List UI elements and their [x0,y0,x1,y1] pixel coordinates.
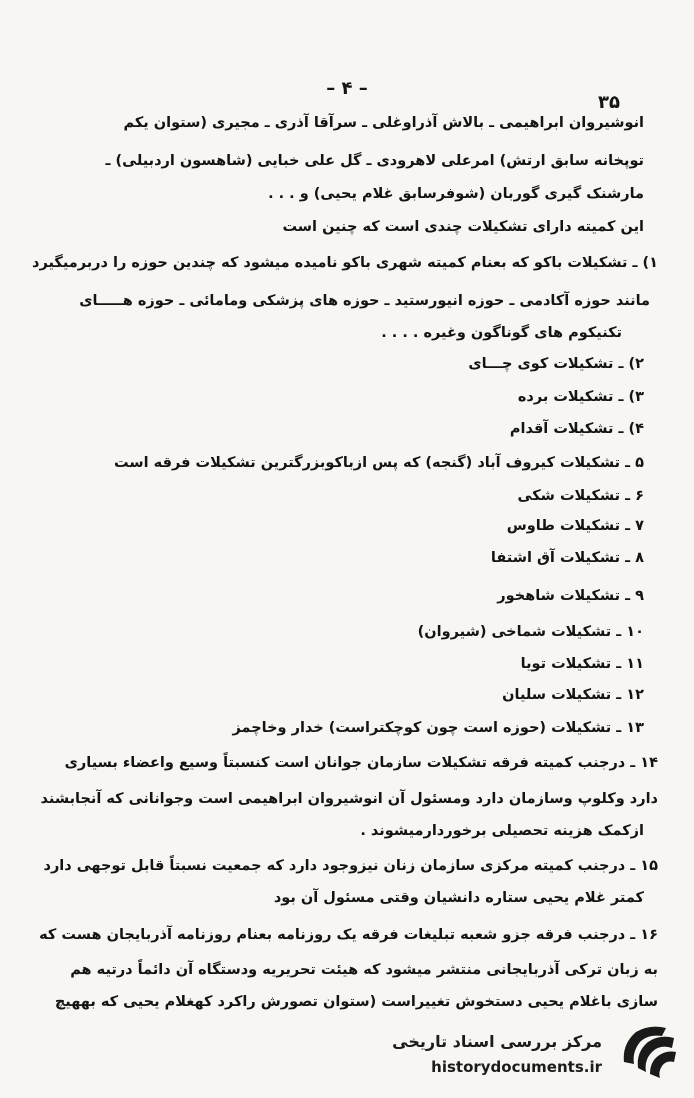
list-item: ۹ ـ تشکیلات شاهخور [497,588,644,604]
watermark-url: historydocuments.ir [431,1058,602,1076]
list-item: ۱۵ ـ درجنب کمیته مرکزی سازمان زنان نیزوجود دارد که جمعیت نسبتاً قابل توجهی دارد [43,858,658,874]
page-number: ۳۵ [598,92,620,113]
list-item: ۱۱ ـ تشکیلات تویا [520,656,644,672]
list-item: ۸ ـ تشکیلات آق اشتفا [490,550,644,566]
text-line: سازی باغلام یحیی دستخوش تغییراست (ستوان تصورش راکرد کهغلام یحیی که بههیچ [54,994,658,1010]
text-line: به زبان ترکی آذربایجانی منتشر میشود که هیئت تحریریه ودستگاه آن دائماً درتیه هم [70,962,658,978]
watermark [392,1022,680,1084]
text-line: این کمیته دارای تشکیلات چندی است که چنین است [282,219,644,235]
list-item: ۳) ـ تشکیلات برده [517,389,644,405]
text-line: مارشنک گیری گوربان (شوفرسابق غلام یحیی) و . . . [268,186,644,202]
list-item: ۲) ـ تشکیلات کوی چـــای [468,356,644,372]
watermark-name: مرکز بررسی اسناد تاریخی [392,1032,602,1051]
text-line: انوشیروان ابراهیمی ـ بالاش آذراوغلی ـ سرآقا آذری ـ مجیری (ستوان یکم [123,115,644,131]
list-item: ۱۰ ـ تشکیلات شماخی (شیروان) [417,624,644,640]
list-item: ۴) ـ تشکیلات آقدام [509,421,644,437]
list-item: ۱۲ ـ تشکیلات سلیان [502,687,644,703]
text-line: ازکمک هزینه تحصیلی برخوردارمیشوند . [360,823,644,839]
list-item: ۱۳ ـ تشکیلات (حوزه است چون کوچکتراست) خدار وخاچمز [232,720,644,736]
text-line: ۱) ـ تشکیلات باکو که بعنام کمیته شهری باکو نامیده میشود که چندین حوزه را دربرمیگیرد [32,255,658,271]
list-item: ۷ ـ تشکیلات طاوس [506,518,644,534]
list-item: ۱۶ ـ درجنب فرقه جزو شعبه تبلیغات فرقه یک روزنامه بعنام روزنامه آذربایجان هست که [39,927,658,943]
text-line: توپخانه سابق ارتش) امرعلی لاهرودی ـ گل علی خبایی (شاهسون اردبیلی) ـ [105,153,644,169]
text-line: کمتر غلام یحیی ستاره دانشیان وقتی مسئول آن بود [273,890,644,906]
list-item: ۱۴ ـ درجنب کمیته فرقه تشکیلات سازمان جوانان است کنسبتاً وسیع واعضاء بسیاری [64,755,658,771]
text-line: دارد وکلوپ وسازمان دارد ومسئول آن انوشیروان ابراهیمی است وجوانانی که آنجابشند [40,791,658,807]
text-line: تکنیکوم های گوناگون وغیره . . . . [381,325,622,341]
text-line: مانند حوزه آکادمی ـ حوزه انیورستید ـ حوزه های پزشکی ومامائی ـ حوزه هـــــای [79,293,650,309]
page-header-marker: – ۴ – [326,78,368,99]
list-item: ۶ ـ تشکیلات شکی [517,488,644,504]
book-page-logo-icon [616,1022,680,1084]
list-item: ۵ ـ تشکیلات کیروف آباد (گنجه) که پس ازباکوبزرگترین تشکیلات فرقه است [114,455,644,471]
